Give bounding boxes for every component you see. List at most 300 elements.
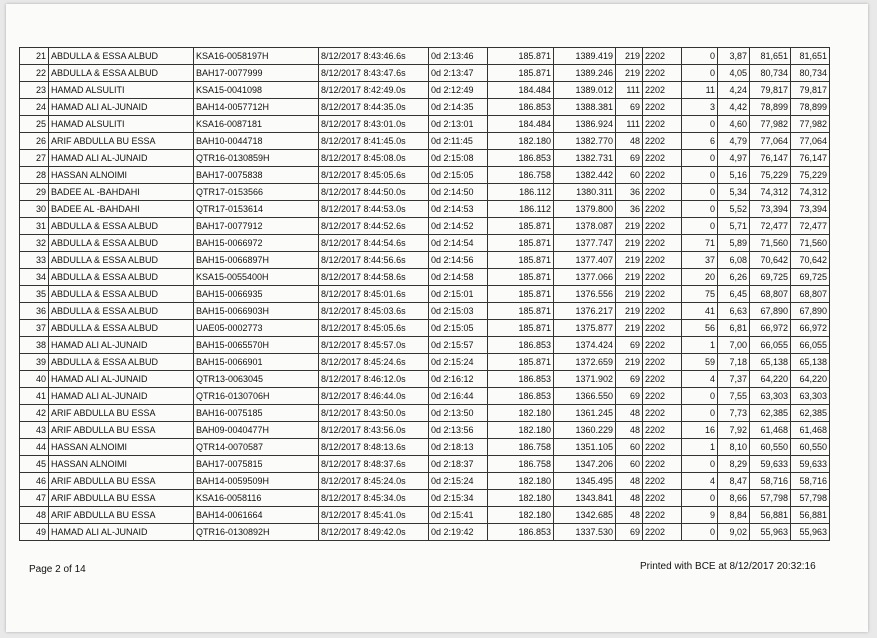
results-table-wrapper xyxy=(19,47,830,541)
entry-count-cell: 56 xyxy=(682,320,718,337)
entry-count-cell: 9 xyxy=(682,507,718,524)
coefficient-cell: 7,18 xyxy=(718,354,750,371)
points-cell: 75,229 xyxy=(750,167,791,184)
points-cell: 66,055 xyxy=(750,337,791,354)
position-cell: 42 xyxy=(20,405,49,422)
ring-number-cell: BAH17-0075838 xyxy=(194,167,319,184)
ring-number-cell: BAH17-0075815 xyxy=(194,456,319,473)
distance-cell: 182.180 xyxy=(488,473,554,490)
ring-number-cell: KSA16-0058116 xyxy=(194,490,319,507)
club-code-cell: 2202 xyxy=(643,337,682,354)
points-cell: 65,138 xyxy=(750,354,791,371)
ring-number-cell: KSA16-0087181 xyxy=(194,116,319,133)
position-cell: 48 xyxy=(20,507,49,524)
club-code-cell: 2202 xyxy=(643,507,682,524)
coefficient-cell: 7,37 xyxy=(718,371,750,388)
points-cell: 72,477 xyxy=(750,218,791,235)
speed-cell: 1382.731 xyxy=(554,150,616,167)
ring-number-cell: BAH15-0066935 xyxy=(194,286,319,303)
ring-number-cell: BAH15-0066897H xyxy=(194,252,319,269)
points-cell: 73,394 xyxy=(750,201,791,218)
coefficient-cell: 6,08 xyxy=(718,252,750,269)
coefficient-cell: 6,26 xyxy=(718,269,750,286)
flight-time-cell: 0d 2:15:05 xyxy=(429,167,488,184)
position-cell: 38 xyxy=(20,337,49,354)
coefficient-cell: 4,79 xyxy=(718,133,750,150)
points-cell: 77,982 xyxy=(750,116,791,133)
table-row xyxy=(20,439,830,456)
club-code-cell: 2202 xyxy=(643,65,682,82)
loft-count-cell: 48 xyxy=(616,507,643,524)
flight-time-cell: 0d 2:13:46 xyxy=(429,48,488,65)
entry-count-cell: 0 xyxy=(682,150,718,167)
entry-count-cell: 75 xyxy=(682,286,718,303)
speed-cell: 1345.495 xyxy=(554,473,616,490)
owner-name-cell: ARIF ABDULLA BU ESSA xyxy=(49,133,194,150)
loft-count-cell: 60 xyxy=(616,167,643,184)
speed-cell: 1361.245 xyxy=(554,405,616,422)
flight-time-cell: 0d 2:15:05 xyxy=(429,320,488,337)
distance-cell: 186.853 xyxy=(488,388,554,405)
position-cell: 41 xyxy=(20,388,49,405)
coefficient-cell: 6,81 xyxy=(718,320,750,337)
coefficient-cell: 3,87 xyxy=(718,48,750,65)
entry-count-cell: 0 xyxy=(682,405,718,422)
flight-time-cell: 0d 2:15:08 xyxy=(429,150,488,167)
owner-name-cell: ABDULLA & ESSA ALBUD xyxy=(49,218,194,235)
loft-count-cell: 69 xyxy=(616,388,643,405)
position-cell: 45 xyxy=(20,456,49,473)
owner-name-cell: ARIF ABDULLA BU ESSA xyxy=(49,490,194,507)
club-code-cell: 2202 xyxy=(643,133,682,150)
coefficient-cell: 4,60 xyxy=(718,116,750,133)
speed-cell: 1377.066 xyxy=(554,269,616,286)
owner-name-cell: HASSAN ALNOIMI xyxy=(49,167,194,184)
loft-count-cell: 48 xyxy=(616,422,643,439)
total-points-cell: 76,147 xyxy=(791,150,830,167)
entry-count-cell: 0 xyxy=(682,48,718,65)
coefficient-cell: 7,55 xyxy=(718,388,750,405)
points-cell: 57,798 xyxy=(750,490,791,507)
arrival-time-cell: 8/12/2017 8:43:47.6s xyxy=(319,65,429,82)
loft-count-cell: 48 xyxy=(616,133,643,150)
distance-cell: 184.484 xyxy=(488,116,554,133)
entry-count-cell: 0 xyxy=(682,184,718,201)
table-row xyxy=(20,65,830,82)
arrival-time-cell: 8/12/2017 8:44:53.0s xyxy=(319,201,429,218)
arrival-time-cell: 8/12/2017 8:48:13.6s xyxy=(319,439,429,456)
total-points-cell: 65,138 xyxy=(791,354,830,371)
distance-cell: 185.871 xyxy=(488,65,554,82)
results-table-body xyxy=(20,48,830,541)
points-cell: 58,716 xyxy=(750,473,791,490)
distance-cell: 186.853 xyxy=(488,524,554,541)
owner-name-cell: ARIF ABDULLA BU ESSA xyxy=(49,507,194,524)
distance-cell: 182.180 xyxy=(488,133,554,150)
flight-time-cell: 0d 2:15:34 xyxy=(429,490,488,507)
position-cell: 39 xyxy=(20,354,49,371)
table-row xyxy=(20,269,830,286)
ring-number-cell: BAH16-0075185 xyxy=(194,405,319,422)
coefficient-cell: 5,71 xyxy=(718,218,750,235)
speed-cell: 1380.311 xyxy=(554,184,616,201)
loft-count-cell: 69 xyxy=(616,150,643,167)
distance-cell: 186.853 xyxy=(488,337,554,354)
distance-cell: 182.180 xyxy=(488,422,554,439)
owner-name-cell: HAMAD ALI AL-JUNAID xyxy=(49,337,194,354)
total-points-cell: 75,229 xyxy=(791,167,830,184)
ring-number-cell: BAH09-0040477H xyxy=(194,422,319,439)
coefficient-cell: 8,66 xyxy=(718,490,750,507)
owner-name-cell: ABDULLA & ESSA ALBUD xyxy=(49,354,194,371)
loft-count-cell: 69 xyxy=(616,371,643,388)
speed-cell: 1377.407 xyxy=(554,252,616,269)
total-points-cell: 60,550 xyxy=(791,439,830,456)
points-cell: 79,817 xyxy=(750,82,791,99)
ring-number-cell: UAE05-0002773 xyxy=(194,320,319,337)
arrival-time-cell: 8/12/2017 8:44:50.0s xyxy=(319,184,429,201)
position-cell: 24 xyxy=(20,99,49,116)
speed-cell: 1378.087 xyxy=(554,218,616,235)
entry-count-cell: 1 xyxy=(682,337,718,354)
loft-count-cell: 219 xyxy=(616,218,643,235)
flight-time-cell: 0d 2:13:50 xyxy=(429,405,488,422)
total-points-cell: 77,982 xyxy=(791,116,830,133)
table-row xyxy=(20,490,830,507)
position-cell: 27 xyxy=(20,150,49,167)
table-row xyxy=(20,218,830,235)
distance-cell: 185.871 xyxy=(488,286,554,303)
position-cell: 34 xyxy=(20,269,49,286)
speed-cell: 1389.012 xyxy=(554,82,616,99)
arrival-time-cell: 8/12/2017 8:44:58.6s xyxy=(319,269,429,286)
points-cell: 63,303 xyxy=(750,388,791,405)
table-row xyxy=(20,422,830,439)
club-code-cell: 2202 xyxy=(643,116,682,133)
owner-name-cell: HASSAN ALNOIMI xyxy=(49,439,194,456)
ring-number-cell: BAH14-0061664 xyxy=(194,507,319,524)
coefficient-cell: 4,24 xyxy=(718,82,750,99)
loft-count-cell: 219 xyxy=(616,65,643,82)
total-points-cell: 81,651 xyxy=(791,48,830,65)
ring-number-cell: BAH17-0077912 xyxy=(194,218,319,235)
table-row xyxy=(20,286,830,303)
arrival-time-cell: 8/12/2017 8:45:01.6s xyxy=(319,286,429,303)
arrival-time-cell: 8/12/2017 8:45:34.0s xyxy=(319,490,429,507)
table-row xyxy=(20,337,830,354)
entry-count-cell: 0 xyxy=(682,201,718,218)
position-cell: 43 xyxy=(20,422,49,439)
club-code-cell: 2202 xyxy=(643,269,682,286)
points-cell: 67,890 xyxy=(750,303,791,320)
owner-name-cell: HAMAD ALI AL-JUNAID xyxy=(49,99,194,116)
entry-count-cell: 16 xyxy=(682,422,718,439)
ring-number-cell: KSA15-0041098 xyxy=(194,82,319,99)
table-row xyxy=(20,82,830,99)
speed-cell: 1388.381 xyxy=(554,99,616,116)
speed-cell: 1360.229 xyxy=(554,422,616,439)
speed-cell: 1389.419 xyxy=(554,48,616,65)
entry-count-cell: 0 xyxy=(682,116,718,133)
arrival-time-cell: 8/12/2017 8:43:56.0s xyxy=(319,422,429,439)
points-cell: 70,642 xyxy=(750,252,791,269)
entry-count-cell: 4 xyxy=(682,473,718,490)
entry-count-cell: 0 xyxy=(682,167,718,184)
total-points-cell: 63,303 xyxy=(791,388,830,405)
ring-number-cell: KSA15-0055400H xyxy=(194,269,319,286)
total-points-cell: 70,642 xyxy=(791,252,830,269)
points-cell: 59,633 xyxy=(750,456,791,473)
club-code-cell: 2202 xyxy=(643,82,682,99)
arrival-time-cell: 8/12/2017 8:44:56.6s xyxy=(319,252,429,269)
table-row xyxy=(20,99,830,116)
club-code-cell: 2202 xyxy=(643,235,682,252)
coefficient-cell: 8,10 xyxy=(718,439,750,456)
table-row xyxy=(20,184,830,201)
loft-count-cell: 219 xyxy=(616,252,643,269)
ring-number-cell: BAH14-0059509H xyxy=(194,473,319,490)
flight-time-cell: 0d 2:15:01 xyxy=(429,286,488,303)
arrival-time-cell: 8/12/2017 8:45:24.0s xyxy=(319,473,429,490)
total-points-cell: 58,716 xyxy=(791,473,830,490)
distance-cell: 186.112 xyxy=(488,184,554,201)
loft-count-cell: 69 xyxy=(616,99,643,116)
owner-name-cell: ARIF ABDULLA BU ESSA xyxy=(49,473,194,490)
coefficient-cell: 6,63 xyxy=(718,303,750,320)
club-code-cell: 2202 xyxy=(643,405,682,422)
points-cell: 69,725 xyxy=(750,269,791,286)
arrival-time-cell: 8/12/2017 8:49:42.0s xyxy=(319,524,429,541)
loft-count-cell: 219 xyxy=(616,235,643,252)
flight-time-cell: 0d 2:15:24 xyxy=(429,473,488,490)
table-row xyxy=(20,116,830,133)
ring-number-cell: BAH14-0057712H xyxy=(194,99,319,116)
loft-count-cell: 219 xyxy=(616,48,643,65)
distance-cell: 185.871 xyxy=(488,320,554,337)
flight-time-cell: 0d 2:12:49 xyxy=(429,82,488,99)
position-cell: 46 xyxy=(20,473,49,490)
loft-count-cell: 36 xyxy=(616,184,643,201)
printed-timestamp: Printed with BCE at 8/12/2017 20:32:16 xyxy=(640,561,816,572)
ring-number-cell: BAH17-0077999 xyxy=(194,65,319,82)
distance-cell: 182.180 xyxy=(488,490,554,507)
club-code-cell: 2202 xyxy=(643,150,682,167)
owner-name-cell: ABDULLA & ESSA ALBUD xyxy=(49,65,194,82)
entry-count-cell: 0 xyxy=(682,65,718,82)
position-cell: 44 xyxy=(20,439,49,456)
total-points-cell: 73,394 xyxy=(791,201,830,218)
position-cell: 49 xyxy=(20,524,49,541)
arrival-time-cell: 8/12/2017 8:44:52.6s xyxy=(319,218,429,235)
loft-count-cell: 219 xyxy=(616,320,643,337)
loft-count-cell: 48 xyxy=(616,490,643,507)
speed-cell: 1379.800 xyxy=(554,201,616,218)
coefficient-cell: 9,02 xyxy=(718,524,750,541)
club-code-cell: 2202 xyxy=(643,167,682,184)
owner-name-cell: HAMAD ALI AL-JUNAID xyxy=(49,150,194,167)
total-points-cell: 69,725 xyxy=(791,269,830,286)
page-number: Page 2 of 14 xyxy=(29,564,86,575)
table-row xyxy=(20,150,830,167)
points-cell: 76,147 xyxy=(750,150,791,167)
points-cell: 68,807 xyxy=(750,286,791,303)
owner-name-cell: ABDULLA & ESSA ALBUD xyxy=(49,269,194,286)
coefficient-cell: 7,73 xyxy=(718,405,750,422)
distance-cell: 185.871 xyxy=(488,252,554,269)
owner-name-cell: ABDULLA & ESSA ALBUD xyxy=(49,286,194,303)
total-points-cell: 72,477 xyxy=(791,218,830,235)
entry-count-cell: 1 xyxy=(682,439,718,456)
owner-name-cell: HASSAN ALNOIMI xyxy=(49,456,194,473)
arrival-time-cell: 8/12/2017 8:43:50.0s xyxy=(319,405,429,422)
coefficient-cell: 4,97 xyxy=(718,150,750,167)
entry-count-cell: 20 xyxy=(682,269,718,286)
coefficient-cell: 5,52 xyxy=(718,201,750,218)
flight-time-cell: 0d 2:16:44 xyxy=(429,388,488,405)
position-cell: 35 xyxy=(20,286,49,303)
entry-count-cell: 11 xyxy=(682,82,718,99)
ring-number-cell: BAH15-0066972 xyxy=(194,235,319,252)
total-points-cell: 62,385 xyxy=(791,405,830,422)
club-code-cell: 2202 xyxy=(643,99,682,116)
flight-time-cell: 0d 2:16:12 xyxy=(429,371,488,388)
loft-count-cell: 60 xyxy=(616,456,643,473)
table-row xyxy=(20,473,830,490)
flight-time-cell: 0d 2:15:24 xyxy=(429,354,488,371)
ring-number-cell: QTR16-0130706H xyxy=(194,388,319,405)
points-cell: 60,550 xyxy=(750,439,791,456)
speed-cell: 1372.659 xyxy=(554,354,616,371)
loft-count-cell: 36 xyxy=(616,201,643,218)
club-code-cell: 2202 xyxy=(643,48,682,65)
coefficient-cell: 8,29 xyxy=(718,456,750,473)
race-results-table xyxy=(19,47,830,541)
arrival-time-cell: 8/12/2017 8:42:49.0s xyxy=(319,82,429,99)
owner-name-cell: ABDULLA & ESSA ALBUD xyxy=(49,252,194,269)
distance-cell: 186.758 xyxy=(488,456,554,473)
distance-cell: 186.758 xyxy=(488,439,554,456)
position-cell: 31 xyxy=(20,218,49,235)
ring-number-cell: BAH10-0044718 xyxy=(194,133,319,150)
distance-cell: 182.180 xyxy=(488,405,554,422)
total-points-cell: 66,055 xyxy=(791,337,830,354)
coefficient-cell: 5,89 xyxy=(718,235,750,252)
distance-cell: 182.180 xyxy=(488,507,554,524)
total-points-cell: 59,633 xyxy=(791,456,830,473)
owner-name-cell: ARIF ABDULLA BU ESSA xyxy=(49,405,194,422)
points-cell: 71,560 xyxy=(750,235,791,252)
speed-cell: 1376.556 xyxy=(554,286,616,303)
entry-count-cell: 0 xyxy=(682,524,718,541)
arrival-time-cell: 8/12/2017 8:45:24.6s xyxy=(319,354,429,371)
distance-cell: 186.853 xyxy=(488,99,554,116)
points-cell: 61,468 xyxy=(750,422,791,439)
flight-time-cell: 0d 2:14:53 xyxy=(429,201,488,218)
position-cell: 21 xyxy=(20,48,49,65)
owner-name-cell: ABDULLA & ESSA ALBUD xyxy=(49,48,194,65)
total-points-cell: 77,064 xyxy=(791,133,830,150)
points-cell: 64,220 xyxy=(750,371,791,388)
position-cell: 30 xyxy=(20,201,49,218)
coefficient-cell: 4,42 xyxy=(718,99,750,116)
flight-time-cell: 0d 2:15:41 xyxy=(429,507,488,524)
total-points-cell: 66,972 xyxy=(791,320,830,337)
owner-name-cell: ABDULLA & ESSA ALBUD xyxy=(49,320,194,337)
table-row xyxy=(20,167,830,184)
speed-cell: 1343.841 xyxy=(554,490,616,507)
club-code-cell: 2202 xyxy=(643,490,682,507)
total-points-cell: 78,899 xyxy=(791,99,830,116)
total-points-cell: 68,807 xyxy=(791,286,830,303)
flight-time-cell: 0d 2:14:54 xyxy=(429,235,488,252)
position-cell: 22 xyxy=(20,65,49,82)
position-cell: 28 xyxy=(20,167,49,184)
speed-cell: 1342.685 xyxy=(554,507,616,524)
arrival-time-cell: 8/12/2017 8:45:03.6s xyxy=(319,303,429,320)
flight-time-cell: 0d 2:15:03 xyxy=(429,303,488,320)
speed-cell: 1375.877 xyxy=(554,320,616,337)
loft-count-cell: 219 xyxy=(616,354,643,371)
total-points-cell: 57,798 xyxy=(791,490,830,507)
club-code-cell: 2202 xyxy=(643,218,682,235)
club-code-cell: 2202 xyxy=(643,473,682,490)
table-row xyxy=(20,133,830,150)
position-cell: 37 xyxy=(20,320,49,337)
entry-count-cell: 3 xyxy=(682,99,718,116)
flight-time-cell: 0d 2:18:13 xyxy=(429,439,488,456)
speed-cell: 1347.206 xyxy=(554,456,616,473)
points-cell: 62,385 xyxy=(750,405,791,422)
table-row xyxy=(20,48,830,65)
table-row xyxy=(20,371,830,388)
loft-count-cell: 69 xyxy=(616,524,643,541)
points-cell: 74,312 xyxy=(750,184,791,201)
loft-count-cell: 48 xyxy=(616,473,643,490)
points-cell: 81,651 xyxy=(750,48,791,65)
owner-name-cell: ABDULLA & ESSA ALBUD xyxy=(49,235,194,252)
points-cell: 77,064 xyxy=(750,133,791,150)
distance-cell: 184.484 xyxy=(488,82,554,99)
points-cell: 78,899 xyxy=(750,99,791,116)
arrival-time-cell: 8/12/2017 8:41:45.0s xyxy=(319,133,429,150)
table-row xyxy=(20,456,830,473)
speed-cell: 1386.924 xyxy=(554,116,616,133)
flight-time-cell: 0d 2:15:57 xyxy=(429,337,488,354)
entry-count-cell: 37 xyxy=(682,252,718,269)
total-points-cell: 80,734 xyxy=(791,65,830,82)
arrival-time-cell: 8/12/2017 8:43:01.0s xyxy=(319,116,429,133)
position-cell: 47 xyxy=(20,490,49,507)
speed-cell: 1337.530 xyxy=(554,524,616,541)
speed-cell: 1377.747 xyxy=(554,235,616,252)
speed-cell: 1351.105 xyxy=(554,439,616,456)
ring-number-cell: QTR16-0130859H xyxy=(194,150,319,167)
speed-cell: 1374.424 xyxy=(554,337,616,354)
owner-name-cell: HAMAD ALI AL-JUNAID xyxy=(49,371,194,388)
entry-count-cell: 0 xyxy=(682,456,718,473)
club-code-cell: 2202 xyxy=(643,456,682,473)
coefficient-cell: 6,45 xyxy=(718,286,750,303)
speed-cell: 1382.770 xyxy=(554,133,616,150)
coefficient-cell: 5,34 xyxy=(718,184,750,201)
arrival-time-cell: 8/12/2017 8:44:54.6s xyxy=(319,235,429,252)
owner-name-cell: ABDULLA & ESSA ALBUD xyxy=(49,303,194,320)
loft-count-cell: 219 xyxy=(616,286,643,303)
arrival-time-cell: 8/12/2017 8:46:44.0s xyxy=(319,388,429,405)
ring-number-cell: QTR17-0153566 xyxy=(194,184,319,201)
club-code-cell: 2202 xyxy=(643,388,682,405)
owner-name-cell: BADEE AL -BAHDAHI xyxy=(49,184,194,201)
